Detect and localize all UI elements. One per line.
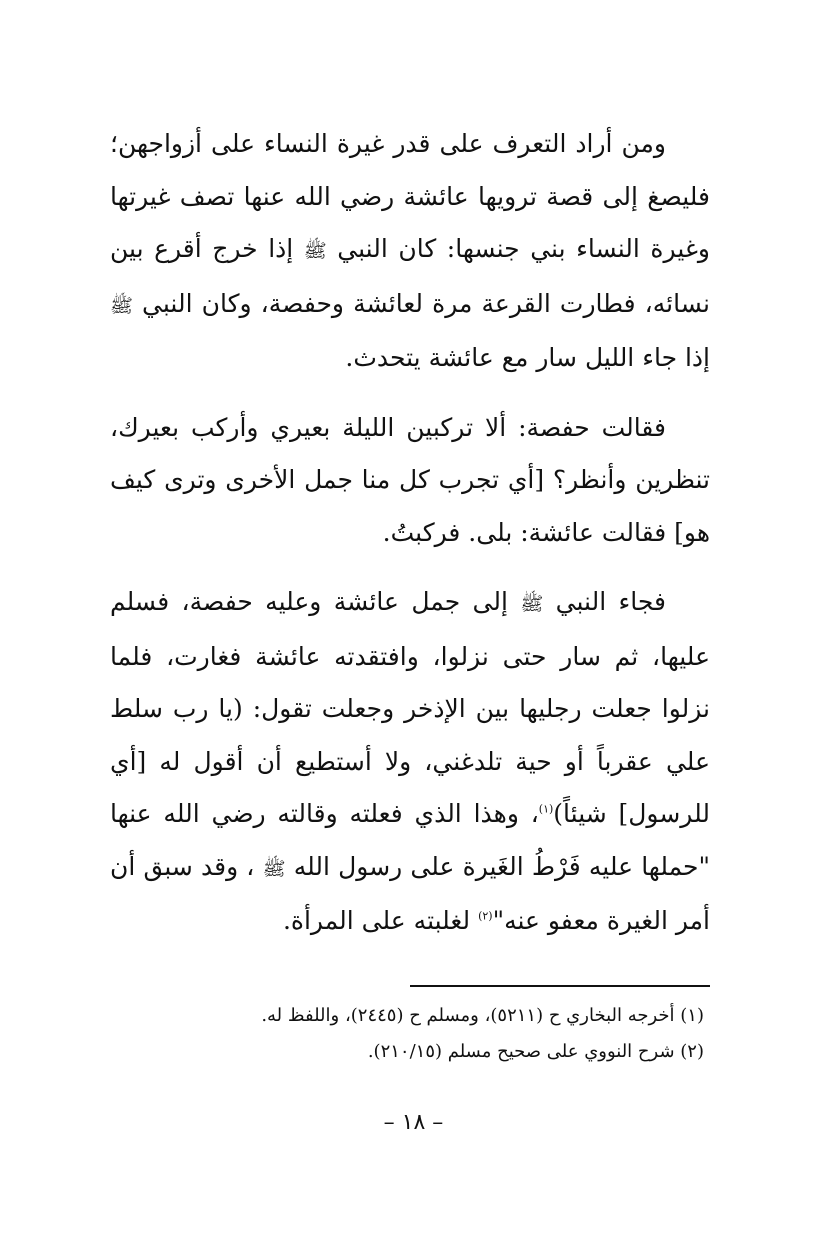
footnote-ref-1[interactable]: (١)	[538, 802, 554, 816]
paragraph-2	[110, 402, 710, 560]
paragraph-3-part-e: لغلبته على المرأة.	[282, 906, 471, 935]
main-text	[110, 118, 710, 965]
footnote-ref-2[interactable]: (٢)	[478, 909, 493, 923]
salawat-glyph: ﷺ	[303, 240, 327, 262]
paragraph-3-part-c: ، وهذا الذي فعلته وقالته رضي الله عنها "حملها عليه فَرْطُ الغَيرة على رسول الله	[110, 799, 711, 881]
paragraph-3-part-d: ، وقد سبق أن أمر الغيرة معفو عنه"	[110, 851, 710, 935]
salawat-glyph: ﷺ	[110, 294, 133, 317]
page-number: – ١٨ –	[383, 1110, 444, 1135]
footnote-1: (١) أخرجه البخاري ح (٥٢١١)، ومسلم ح (٢٤٤٥)، واللفظ له.	[261, 1005, 704, 1026]
paragraph-2-text: فقالت حفصة: ألا تركبين الليلة بعيري وأركب بعيرك، تنظرين وأنظر؟ [أي تجرب كل منا جمل الأخرى وترى كيف هو] فقالت عائشة: بلى. فركبتُ.	[110, 412, 710, 547]
paragraph-3-part-b: إلى جمل عائشة وعليه حفصة، فسلم عليها، ثم سار حتى نزلوا، وافتقدته عائشة فغارت، فلما نزلوا جعلت رجليها بين الإذخر وجعلت تقول: (يا رب سلط علي عقرباً أو حية تلدغني، ولا أستطيع أن أقول له [أي للرسول] شيئاً)	[110, 587, 710, 828]
salawat-glyph: ﷺ	[262, 857, 286, 880]
footnote-2: (٢) شرح النووي على صحيح مسلم (٢١٠/١٥).	[367, 1041, 704, 1062]
paragraph-1-part-b: إذا خرج أقرع بين نسائه، فطارت القرعة مرة لعائشة وحفصة، وكان النبي	[110, 234, 710, 318]
paragraph-1-part-c: إذا جاء الليل سار مع عائشة يتحدث.	[345, 343, 710, 372]
paragraph-3	[110, 576, 710, 948]
footnotes	[110, 998, 710, 1070]
salawat-glyph: ﷺ	[520, 593, 544, 615]
paragraph-1	[110, 118, 710, 385]
paragraph-1-part-a: ومن أراد التعرف على قدر غيرة النساء على أزواجهن؛ فليصغ إلى قصة ترويها عائشة رضي الله عنها تصف غيرتها وغيرة النساء بني جنسها: كان النبي	[110, 129, 711, 263]
footnote-divider	[410, 985, 710, 987]
paragraph-3-part-a: فجاء النبي	[555, 587, 666, 616]
